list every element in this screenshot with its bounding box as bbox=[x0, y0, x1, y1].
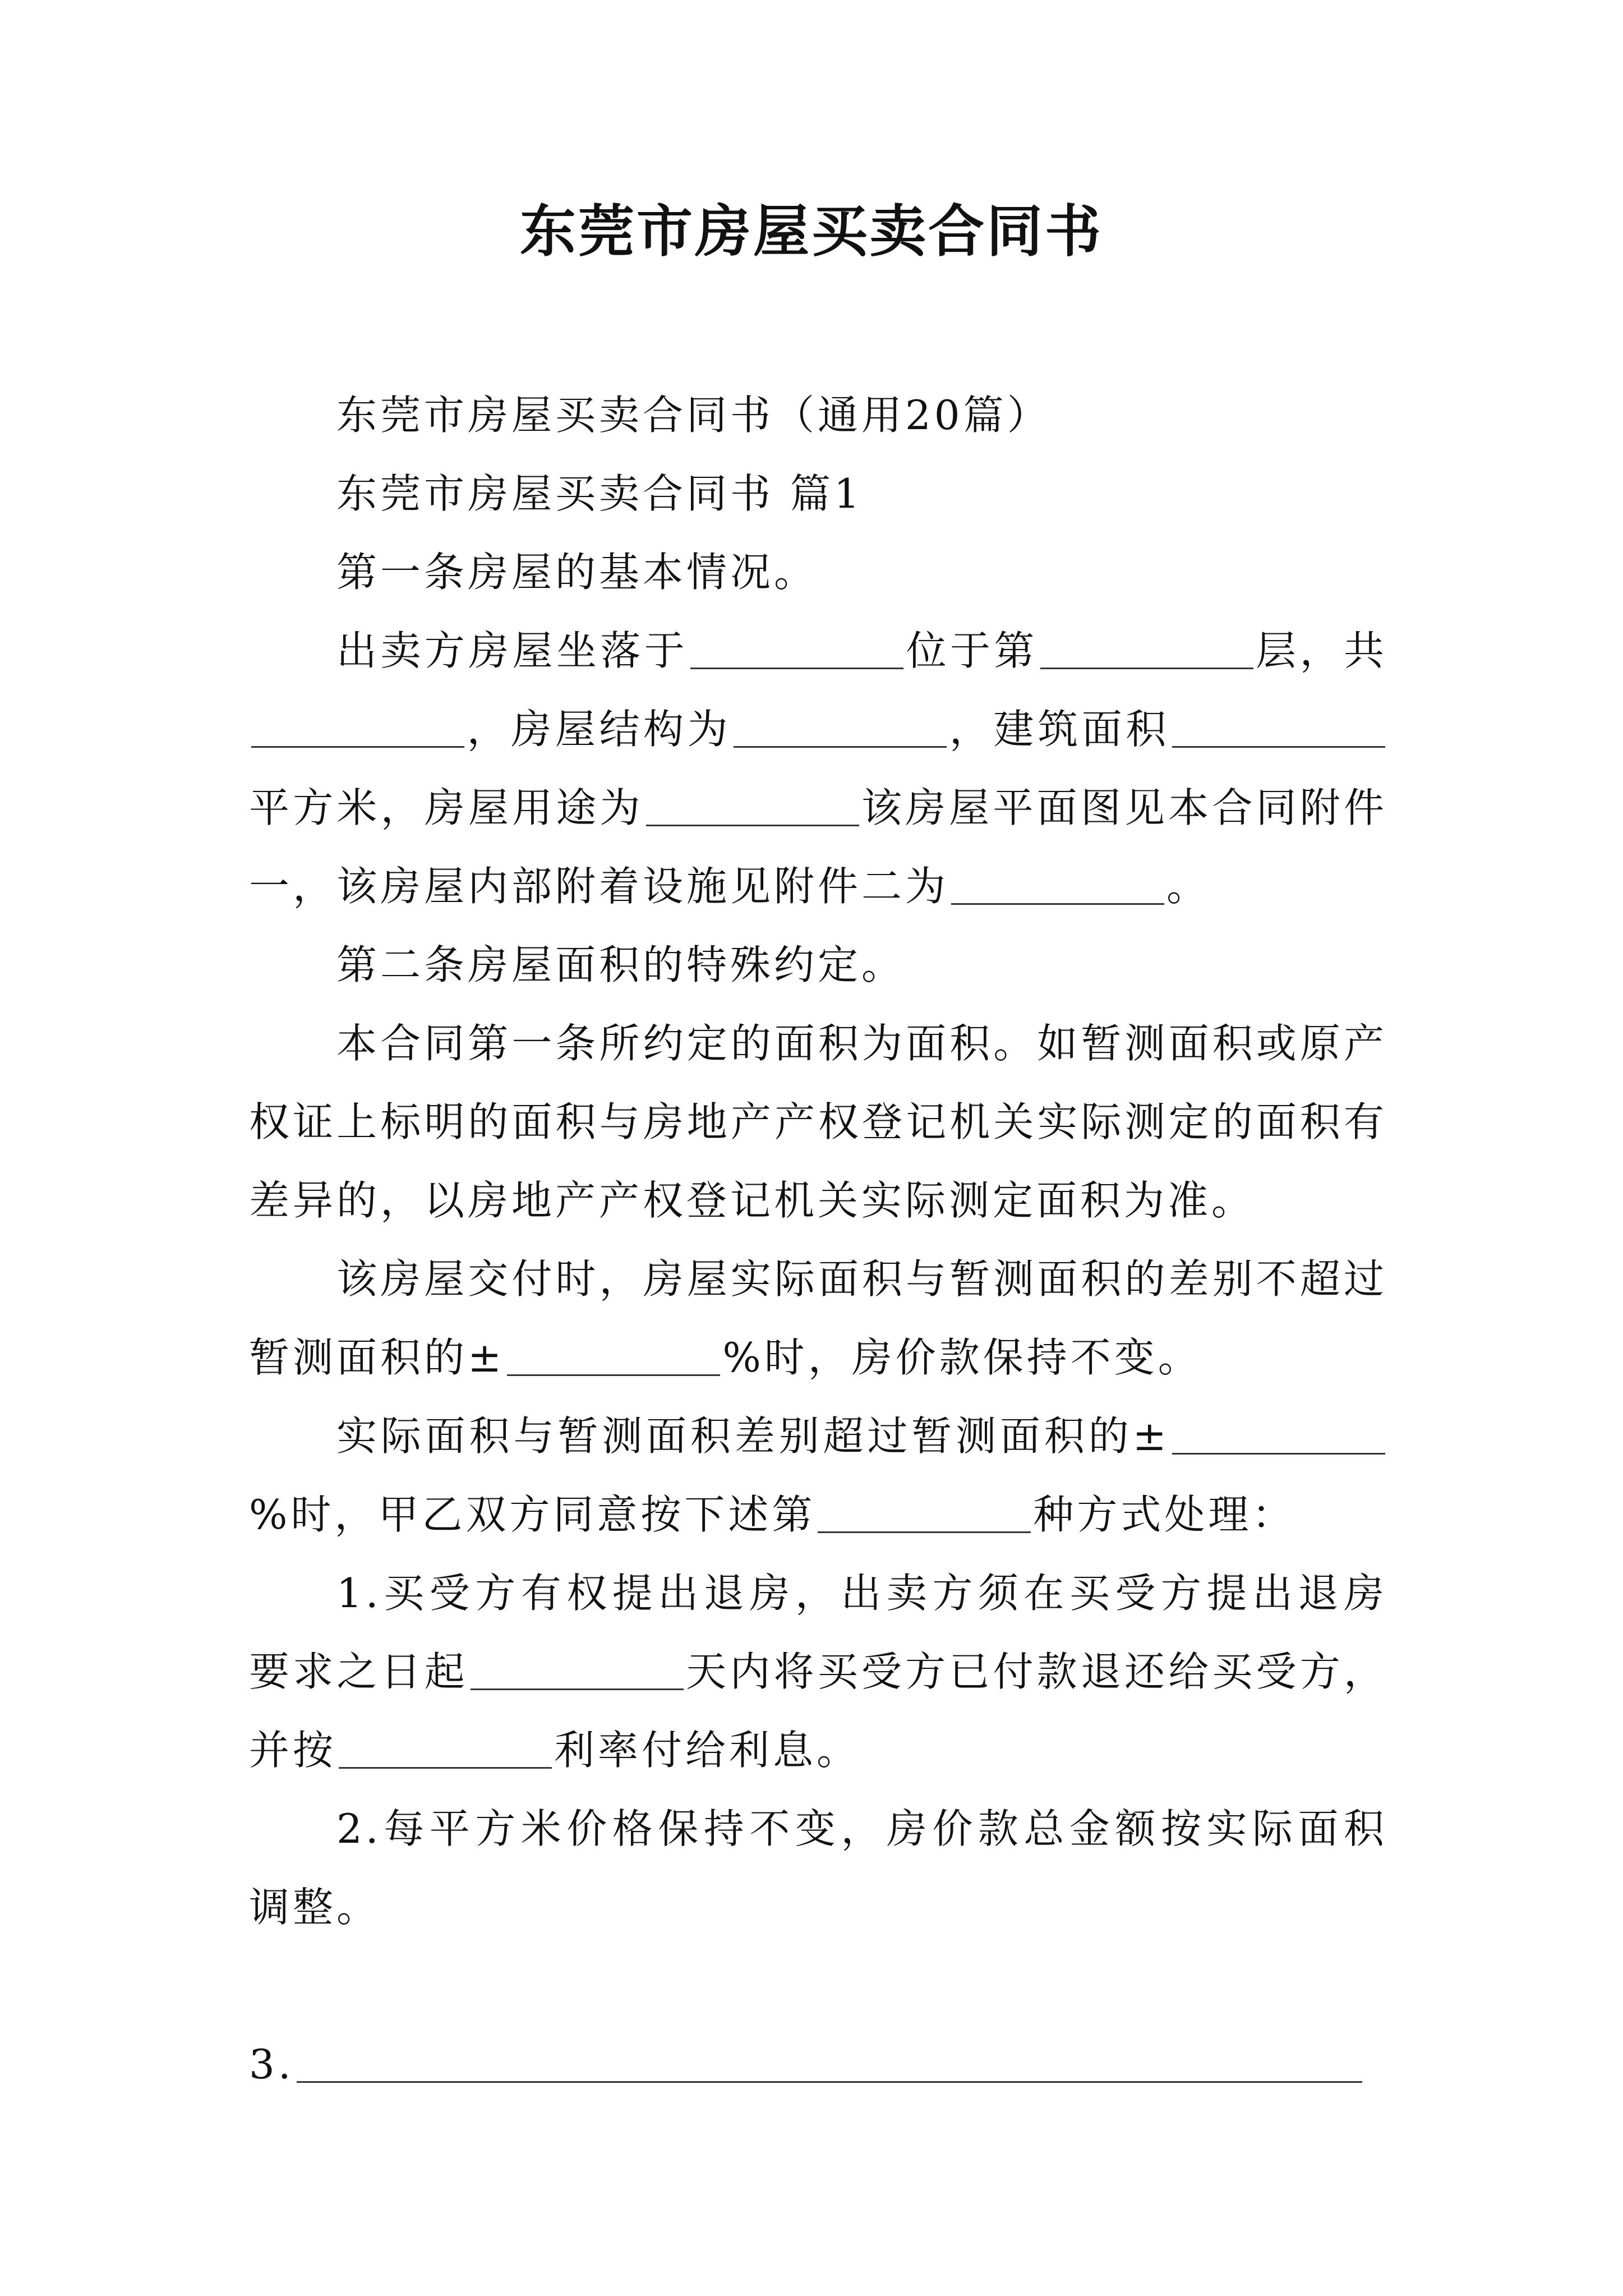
text-segment: 层，共 bbox=[1255, 627, 1387, 674]
text-segment: 天内将买受方已付款退还给买受方，并按 bbox=[249, 1648, 1387, 1774]
collection-heading: 东莞市房屋买卖合同书（通用20篇） bbox=[336, 392, 1051, 439]
fill-blank-location[interactable] bbox=[690, 634, 903, 669]
text-segment: 该房屋平面图见本合同附件一，该房屋内部附着设施见附件二为 bbox=[249, 784, 1387, 910]
text-segment: 平方米，房屋用途为 bbox=[249, 784, 644, 831]
article-2-title: 第二条房屋面积的特殊约定。 bbox=[336, 941, 906, 988]
fill-blank-interest-rate[interactable] bbox=[339, 1733, 552, 1769]
text-segment: %时，甲乙双方同意按下述第 bbox=[249, 1491, 816, 1538]
text-segment: 1.买受方有权提出退房，出卖方须在买受方提出退房要求之日起 bbox=[249, 1570, 1387, 1695]
article-1-title: 第一条房屋的基本情况。 bbox=[336, 549, 818, 596]
area-excess-paragraph bbox=[249, 1397, 1387, 1554]
text-segment: 出卖方房屋坐落于 bbox=[336, 627, 689, 674]
fill-blank-option-3[interactable] bbox=[297, 2047, 1362, 2083]
document-body bbox=[249, 376, 1387, 2104]
fill-blank-usage[interactable] bbox=[646, 791, 859, 826]
part-heading: 东莞市房屋买卖合同书 篇1 bbox=[336, 470, 863, 517]
fill-blank-total-floors[interactable] bbox=[251, 712, 464, 748]
fill-blank-area[interactable] bbox=[1172, 712, 1385, 748]
article-2-paragraph: 本合同第一条所约定的面积为面积。如暂测面积或原产权证上标明的面积与房地产产权登记机关实际测定的面积有差异的，以房地产产权登记机关实际测定面积为准。 bbox=[249, 1020, 1387, 1224]
fill-blank-floor[interactable] bbox=[1040, 634, 1253, 669]
text-segment: 该房屋交付时，房屋实际面积与暂测面积的差别不超过暂测面积的± bbox=[249, 1255, 1387, 1381]
text-segment: %时，房价款保持不变。 bbox=[722, 1334, 1202, 1381]
text-segment: 3. bbox=[249, 2041, 294, 2088]
fill-blank-excess-tolerance[interactable] bbox=[1172, 1419, 1385, 1455]
text-segment: 位于第 bbox=[906, 627, 1038, 674]
option-3-paragraph bbox=[249, 2025, 1387, 2104]
text-segment: 利率付给利息。 bbox=[554, 1727, 861, 1774]
text-segment: ，建筑面积 bbox=[949, 706, 1170, 753]
fill-blank-structure[interactable] bbox=[734, 712, 947, 748]
area-tolerance-paragraph bbox=[249, 1240, 1387, 1397]
fill-blank-attachment[interactable] bbox=[951, 869, 1164, 905]
document-title: 东莞市房屋买卖合同书 bbox=[520, 198, 1103, 264]
text-segment: ，房屋结构为 bbox=[467, 706, 732, 753]
text-segment: 种方式处理： bbox=[1033, 1491, 1296, 1538]
option-1-paragraph bbox=[249, 1554, 1387, 1789]
text-segment: 。 bbox=[1166, 863, 1211, 910]
fill-blank-tolerance[interactable] bbox=[507, 1341, 720, 1376]
fill-blank-option-number[interactable] bbox=[818, 1498, 1031, 1533]
option-2-paragraph: 2.每平方米价格保持不变，房价款总金额按实际面积调整。 bbox=[249, 1805, 1387, 1931]
text-segment: 实际面积与暂测面积差别超过暂测面积的± bbox=[336, 1412, 1170, 1460]
fill-blank-days[interactable] bbox=[471, 1655, 684, 1690]
article-1-paragraph bbox=[249, 611, 1387, 926]
